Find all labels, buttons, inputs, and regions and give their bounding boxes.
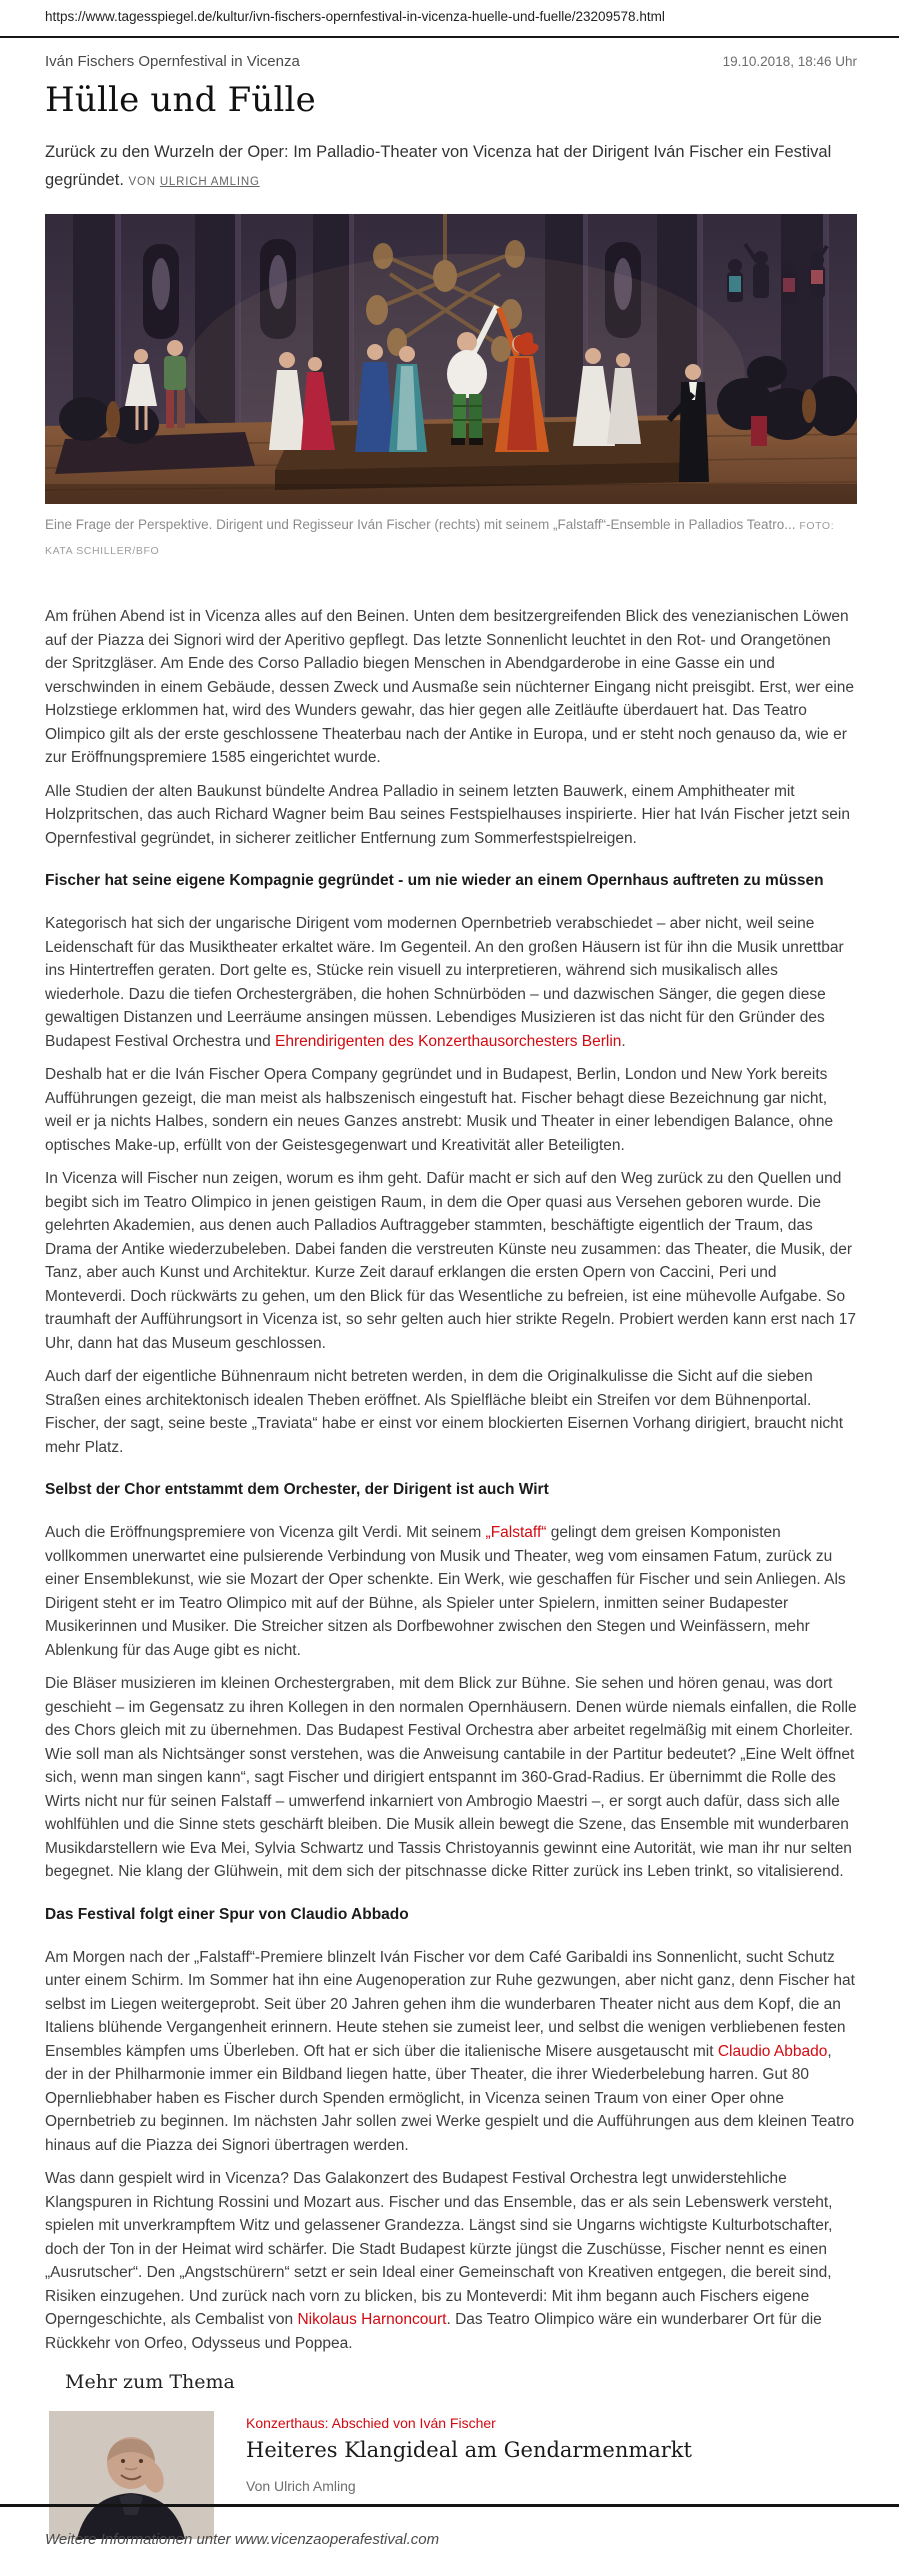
page-footer (0, 2504, 899, 2548)
publish-datetime: 19.10.2018, 18:46 Uhr (722, 54, 857, 69)
article-paragraph: Am frühen Abend ist in Vicenza alles auf den Beinen. Unten dem besitzergreifenden Blick des venezianischen Löwen auf der Piazza dei Signori wird der Aperitivo gepflegt. Das letzte Sonnenlicht leuchtet in den Rot- und Orangetönen der Spritzgläser. Am Ende des Corso Palladio biegen Menschen in Abendgarderobe in eine Gasse ein und verschwinden in einem Gebäude, dessen Zweck und Ausmaße sein nüchterner Eingang nicht preisgibt. Erst, wer eine Holzstiege erklommen hat, wird des Wunders gewahr, das hier gegen alle Zeitläufte überdauert hat. Das Teatro Olimpico gilt als der erste geschlossene Theaterbau nach der Antike in Europa, und er steht noch genauso da, wie er zur Eröffnungspremiere 1585 eingerichtet wurde. (45, 608, 855, 766)
article-paragraph: Alle Studien der alten Baukunst bündelte Andrea Palladio in seinem letzten Bauwerk, einem Amphitheater mit Holzpritschen, das auch Richard Wagner beim Bau seines Festspielhauses inspirierte. Hier hat Iván Fischer jetzt sein Opernfestival gegründet, in sicherer zeitlicher Entfernung zum Sommerfestspielreigen. (45, 782, 850, 847)
footer-note: Weitere Informationen unter www.vicenzaoperafestival.com (45, 2531, 440, 2548)
inline-link[interactable]: „Falstaff“ (485, 1524, 547, 1541)
article-paragraph: Auch darf der eigentliche Bühnenraum nicht betreten werden, in dem die Originalkulisse die Sicht auf die sieben Straßen eines architektonisch idealen Theben eröffnet. Als Spielfläche bleibt ein Streifen vor dem Bühnenportal. Fischer, der sagt, seine beste „Traviata“ habe er einst vor einem blockierten Eisernen Vorhang dirigiert, braucht nicht mehr Platz. (45, 1368, 844, 1456)
article-paragraph: Kategorisch hat sich der ungarische Dirigent vom modernen Opernbetrieb verabschiedet – aber nicht, weil seine Leidenschaft für das Musiktheater erkaltet wäre. Im Gegenteil. An den großen Häusern ist für ihn die Musik unrettbar ins Hintertreffen geraten. Dort gelte es, Stücke rein visuell zu interpretieren, während sich musikalisch alles wiederhole. Dazu die tiefen Orchestergräben, die hohen Schnürböden – und dazwischen Sänger, die gegen diese gewaltigen Distanzen und Leerräume ansingen müssen. Lebendiges Musizieren ist das nicht für den Gründer des Budapest Festival Orchestra und Ehrendirigenten des Konzerthausorchesters Berlin. (45, 915, 844, 1050)
inline-link[interactable]: Ehrendirigenten des Konzerthausorchesters Berlin (275, 1032, 622, 1050)
byline-prefix: VON (128, 176, 156, 188)
section-heading: Fischer hat seine eigene Kompagnie gegründet - um nie wieder an einem Opernhaus auftreten zu müssen (45, 872, 824, 889)
lead-text: Zurück zu den Wurzeln der Oper: Im Palladio-Theater von Vicenza hat der Dirigent Iván Fischer ein Festival gegründet. (45, 143, 832, 189)
article-body (45, 605, 857, 2355)
more-heading: Mehr zum Thema (65, 2371, 235, 2393)
teaser-text (246, 2411, 692, 2494)
article-paragraph: Am Morgen nach der „Falstaff“-Premiere blinzelt Iván Fischer vor dem Café Garibaldi ins Sonnenlicht, sucht Schutz unter einem Schirm. Im Sommer hat ihn eine Augenoperation zur Ruhe gezwungen, aber nicht ganz, denn Fischer hat selbst im Liegen weitergeprobt. Seit über 20 Jahren gehen ihm die wunderbaren Theater nicht aus dem Kopf, die an Italiens blühende Vergangenheit erinnern. Heute stehen sie zumeist leer, und selbst die wenigen verbliebenen festen Ensembles kämpfen ums Überleben. Oft hat er sich über die italienische Misere ausgetauscht mit Claudio Abbado, der in der Philharmonie immer ein Bildband liegen hatte, über Theater, die ihrer Wiederbelebung harren. Gut 80 Opernliebhaber haben es Fischer durch Spenden ermöglicht, in Vicenza seinen Traum von einer Oper ohne Opernbetrieb zu beginnen. Im nächsten Jahr sollen zwei Werke gespielt und die Aufführungen aus dem kleinen Teatro hinaus auf die Piazza dei Signori übertragen werden. (45, 1948, 855, 2154)
article-photo-illustration (45, 214, 857, 504)
inline-link[interactable]: Claudio Abbado (717, 2042, 828, 2060)
photo-caption (45, 513, 857, 563)
article-paragraph: Deshalb hat er die Iván Fischer Opera Company gegründet und in Budapest, Berlin, London und New York bereits Aufführungen gezeigt, die man meist als halbszenisch eingestuft hat. Fischer behagt diese Bezeichnung gar nicht, weil er ja nichts Halbes, sondern ein neues Ganzes anstrebt: Musik und Theater in einer lebendigen Balance, ohne optisches Make-up, erfüllt von der Geistesgegenwart und Kreativität aller Beteiligten. (45, 1066, 834, 1154)
inline-link[interactable]: Nikolaus Harnoncourt (297, 2311, 447, 2328)
browser-url: https://www.tagesspiegel.de/kultur/ivn-fischers-opernfestival-in-vicenza-huelle-und-fuelle/23209578.html (45, 9, 665, 24)
byline-author-link[interactable]: ULRICH AMLING (159, 176, 260, 188)
teaser-title[interactable]: Heiteres Klangideal am Gendarmenmarkt (246, 2438, 692, 2462)
byline (129, 176, 260, 188)
article-paragraph: Auch die Eröffnungspremiere von Vicenza gilt Verdi. Mit seinem „Falstaff“ gelingt dem greisen Komponisten vollkommen unerwartet eine pulsierende Verbindung von Musik und Theater, weg vom einsamen Fatum, zurück zu einer Ensemblekunst, wie sie Mozart der Oper schenkte. Ein Werk, wie geschaffen für Fischer und sein Anliegen. Als Dirigent steht er im Teatro Olimpico mit auf der Bühne, als Spieler unter Spielern, inmitten seiner Budapester Musikerinnen und Musiker. Die Streicher sitzen als Dorfbewohner zwischen den Stegen und Weinfässern, mehr Ablenkung für das Auge gibt es nicht. (45, 1524, 846, 1659)
page-title: Hülle und Fülle (45, 80, 316, 120)
teaser-byline: Von Ulrich Amling (246, 2478, 356, 2494)
article-paragraph: In Vicenza will Fischer nun zeigen, worum es ihm geht. Dafür macht er sich auf den Weg zurück zu den Quellen und begibt sich im Teatro Olimpico in jenen geistigen Raum, in dem die Oper quasi aus Versehen geboren wurde. Die gelehrten Akademien, aus denen auch Palladios Auftraggeber stammten, beschäftigte eigentlich der Traum, das Drama der Antike wiederzubeleben. Dabei fanden die verstreuten Künste neu zusammen: das Theater, die Musik, der Tanz, aber auch Kunst und Architektur. Kurze Zeit darauf erklangen die ersten Opern von Caccini, Peri und Monteverdi. Doch rückwärts zu gehen, um den Blick für das Wesentliche zu befreien, ist eine mühevolle Aufgabe. So traumhaft der Aufführungsort in Vicenza ist, so sehr gelten auch hier strikte Regeln. Probiert werden kann erst nach 17 Uhr, dann hat das Museum geschlossen. (45, 1170, 857, 1352)
section-heading: Das Festival folgt einer Spur von Claudio Abbado (45, 1905, 409, 1923)
section-heading: Selbst der Chor entstammt dem Orchester, der Dirigent ist auch Wirt (45, 1481, 549, 1498)
article-content (45, 53, 857, 2539)
kicker-row (45, 53, 857, 70)
top-divider (0, 36, 899, 38)
article-lead (45, 138, 857, 196)
photo-credit: FOTO: KATA SCHILLER/BFO (45, 520, 835, 557)
article-paragraph: Die Bläser musizieren im kleinen Orchestergraben, mit dem Blick zur Bühne. Sie sehen und hören genau, was dort geschieht – im Gegensatz zu ihren Kollegen in den normalen Opernhäusern. Denen würde niemals einfallen, die Rolle des Chors gleich mit zu übernehmen. Das Budapest Festival Orchestra aber arbeitet regelmäßig mit einem Chorleiter. Wie soll man als Nichtsänger sonst verstehen, was die Anweisung cantabile in der Partitur bedeutet? „Eine Welt öffnet sich, wenn man singen kann“, sagt Fischer und dirigiert entspannt im 360-Grad-Radius. Er übernimmt die Rolle des Wirts nicht nur für seinen Falstaff – umwerfend inkarniert von Ambrogio Maestri –, er sorgt auch dafür, dass sich alle wohlfühlen und die Sinne stets geschärft bleiben. Die Musik allein bewegt die Szene, das Ensemble mit wunderbaren Musikdarstellern wie Eva Mei, Sylvia Schwartz und Tassis Christoyannis gewinnt eine Autorität, wie man ihr nur selten begegnet. Nie klang der Glühwein, mit dem sich der pitschnasse dicke Ritter zurück ins Leben trinkt, so vitalisierend. (45, 1675, 857, 1880)
article-figure (45, 214, 857, 563)
caption-text: Eine Frage der Perspektive. Dirigent und Regisseur Iván Fischer (rechts) mit seinem „Falstaff“-Ensemble in Palladios Teatro... (45, 517, 796, 532)
teaser-kicker[interactable]: Konzerthaus: Abschied von Iván Fischer (246, 2415, 496, 2431)
article-kicker: Iván Fischers Opernfestival in Vicenza (45, 53, 300, 70)
article-paragraph: Was dann gespielt wird in Vicenza? Das Galakonzert des Budapest Festival Orchestra legt unwiderstehliche Klangspuren in Richtung Rossini und Mozart aus. Fischer und das Ensemble, das er als sein Lebenswerk versteht, spielen mit unverkrampftem Witz und gelassener Grandezza. Längst sind sie Ungarns wichtigste Kulturbotschafter, doch der Ton in der Heimat wird schärfer. Die Stadt Budapest kürzte jüngst die Zuschüsse, Fischer nennt es einen „Ausrutscher“. Den „Angstschürern“ setzt er sein Ideal einer Gemeinschaft von Kreativen entgegen, die bereit sind, Risiken einzugehen. Und zurück nach vorn zu blicken, bis zu Monteverdi: Mit ihm begann auch Fischers eigene Operngeschichte, als Cembalist von Nikolaus Harnoncourt. Das Teatro Olimpico wäre ein wunderbarer Ort für die Rückkehr von Orfeo, Odysseus und Poppea. (45, 2170, 833, 2352)
